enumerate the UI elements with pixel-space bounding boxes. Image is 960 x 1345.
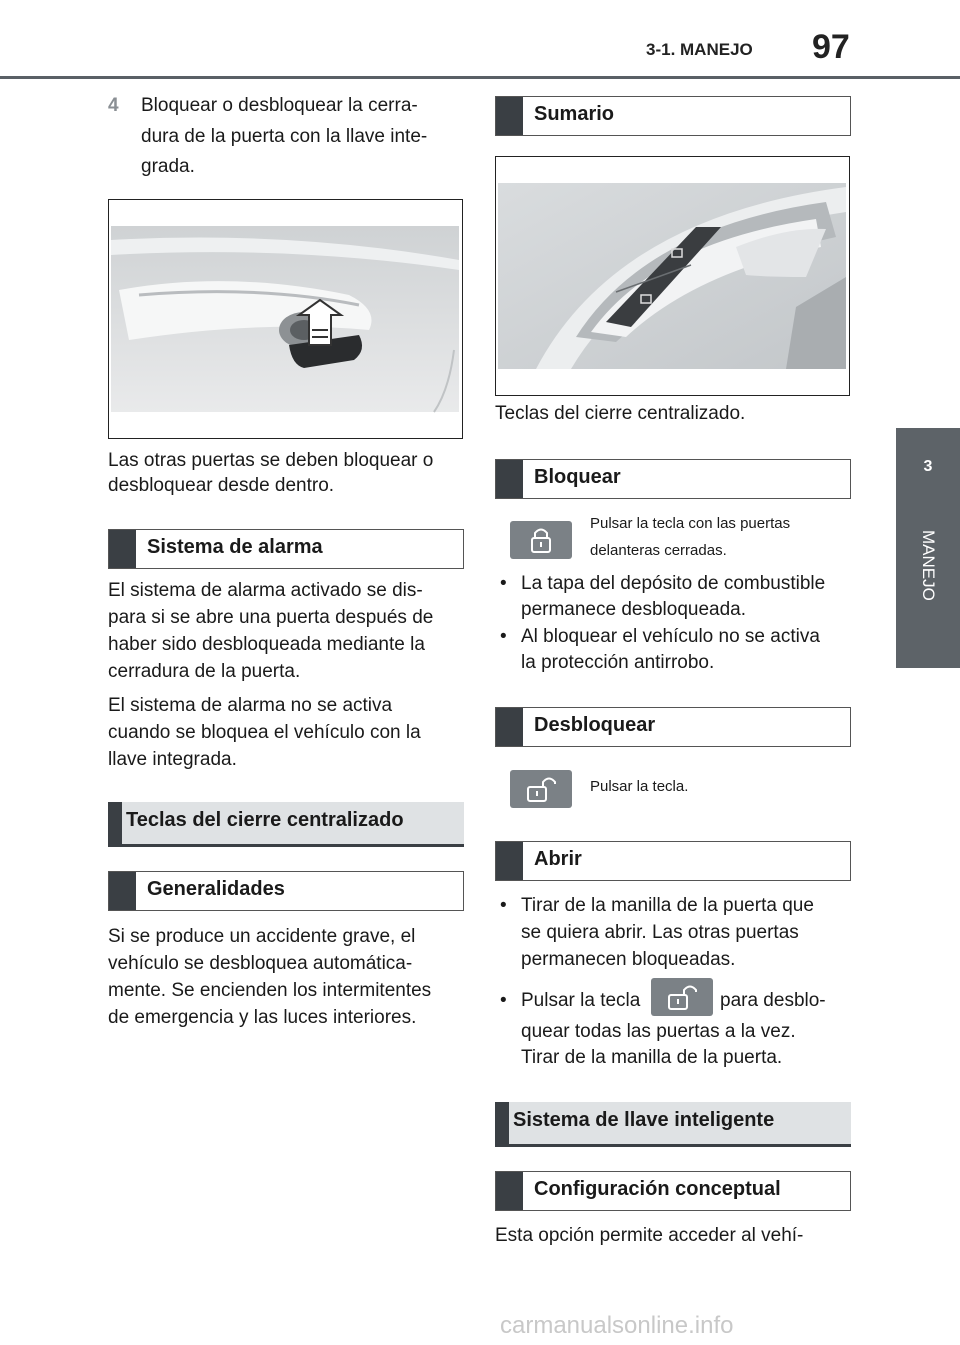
- concept-line-1: Esta opción permite acceder al vehí-: [495, 1225, 804, 1246]
- unlock-icon: [651, 978, 713, 1016]
- alarm-p2-line-2: cuando se bloquea el vehículo con la: [108, 722, 421, 743]
- chapter-number: 3: [923, 458, 933, 475]
- heading-bloquear: [495, 459, 851, 499]
- header-rule: [0, 76, 960, 79]
- open-bullet-2-line-2: quear todas las puertas a la vez.: [521, 1021, 796, 1042]
- lock-bullet-2-line-1: Al bloquear el vehículo no se activa: [521, 626, 820, 647]
- open-bullet-1-line-2: se quiera abrir. Las otras puertas: [521, 922, 799, 943]
- heading-conceptual-configuration: [495, 1171, 851, 1211]
- heading-desbloquear: [495, 707, 851, 747]
- step-4-line-2: dura de la puerta con la llave inte-: [141, 126, 428, 147]
- lock-icon: [510, 521, 572, 559]
- general-line-4: de emergencia y las luces interiores.: [108, 1007, 417, 1028]
- open-bullet-2-line-3: Tirar de la manilla de la puerta.: [521, 1047, 783, 1068]
- bullet-dot: •: [500, 573, 507, 594]
- heading-label: Sistema de alarma: [147, 536, 323, 558]
- alarm-p2-line-3: llave integrada.: [108, 749, 237, 770]
- section-title: 3-1. MANEJO: [646, 40, 753, 59]
- general-line-2: vehículo se desbloquea automática-: [108, 953, 413, 974]
- step-4-number: 4: [108, 95, 119, 116]
- heading-label: Sistema de llave inteligente: [513, 1109, 775, 1131]
- heading-general: [108, 871, 464, 911]
- heading-label: Bloquear: [534, 466, 621, 488]
- lock-bullet-1-line-2: permanece desbloqueada.: [521, 599, 747, 620]
- bullet-dot: •: [500, 895, 507, 916]
- open-bullet-1-line-3: permanecen bloqueadas.: [521, 949, 736, 970]
- open-bullet-1-line-1: Tirar de la manilla de la puerta que: [521, 895, 814, 916]
- bullet-dot: •: [500, 626, 507, 647]
- heading-bar: [496, 1172, 523, 1210]
- general-line-3: mente. Se encienden los intermitentes: [108, 980, 432, 1001]
- general-line-1: Si se produce un accidente grave, el: [108, 926, 416, 947]
- heading-central-locking-keys: [108, 802, 464, 847]
- alarm-p1-line-2: para si se abre una puerta después de: [108, 607, 434, 628]
- alarm-p1-line-4: cerradura de la puerta.: [108, 661, 301, 682]
- lock-bullet-2-line-2: la protección antirrobo.: [521, 652, 715, 673]
- bullet-dot: •: [500, 990, 507, 1011]
- heading-bar: [109, 530, 136, 568]
- unlock-text: Pulsar la tecla.: [590, 778, 689, 795]
- door-handle-figure: [108, 199, 463, 439]
- heading-label: Generalidades: [147, 878, 285, 900]
- central-locking-figure: [495, 156, 850, 396]
- heading-label: Teclas del cierre centralizado: [126, 809, 404, 831]
- heading-smart-key-system: [495, 1102, 851, 1147]
- open-bullet-2-pre: Pulsar la tecla: [521, 990, 641, 1011]
- heading-bar: [108, 802, 122, 844]
- alarm-p2-line-1: El sistema de alarma no se activa: [108, 695, 393, 716]
- heading-label: Abrir: [534, 848, 582, 870]
- heading-sumario: [495, 96, 851, 136]
- door-handle-illustration: [109, 200, 461, 437]
- heading-alarm-system: [108, 529, 464, 569]
- heading-bar: [496, 460, 523, 498]
- lock-bullet-1-line-1: La tapa del depósito de combustible: [521, 573, 826, 594]
- alarm-p1-line-1: El sistema de alarma activado se dis-: [108, 580, 423, 601]
- other-doors-line-2: desbloquear desde dentro.: [108, 475, 335, 496]
- step-4-line-3: grada.: [141, 156, 195, 177]
- figure-caption: Teclas del cierre centralizado.: [495, 403, 746, 424]
- other-doors-line-1: Las otras puertas se deben bloquear o: [108, 450, 434, 471]
- chapter-label: MANEJO: [919, 529, 938, 601]
- central-locking-illustration: [496, 157, 848, 394]
- heading-label: Sumario: [534, 103, 615, 125]
- page-number: 97: [812, 28, 850, 66]
- heading-bar: [496, 842, 523, 880]
- open-bullet-2-post: para desblo-: [720, 990, 826, 1011]
- heading-bar: [496, 97, 523, 135]
- watermark: carmanualsonline.info: [500, 1312, 734, 1339]
- step-4-line-1: Bloquear o desbloquear la cerra-: [141, 95, 418, 116]
- heading-bar: [495, 1102, 509, 1144]
- heading-label: Desbloquear: [534, 714, 656, 736]
- heading-bar: [496, 708, 523, 746]
- heading-abrir: [495, 841, 851, 881]
- lock-text-line-1: Pulsar la tecla con las puertas: [590, 515, 791, 532]
- unlock-icon: [510, 770, 572, 808]
- heading-bar: [109, 872, 136, 910]
- heading-label: Configuración conceptual: [534, 1178, 781, 1200]
- lock-text-line-2: delanteras cerradas.: [590, 542, 727, 559]
- alarm-p1-line-3: haber sido desbloqueada mediante la: [108, 634, 425, 655]
